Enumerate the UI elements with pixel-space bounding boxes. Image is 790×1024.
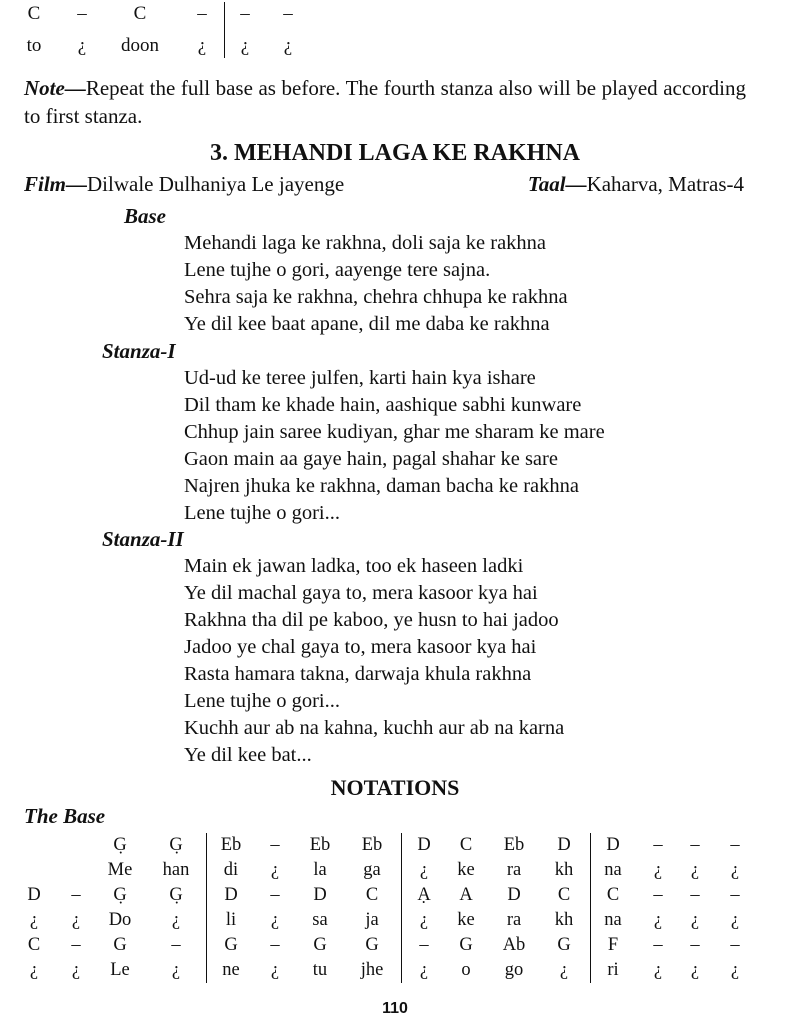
notation-cell: jhe [360,960,384,980]
notation-cell: C [459,835,473,855]
notation-cell: na [604,860,622,880]
notation-cell: ¿ [283,35,293,56]
notation-cell: C [365,885,379,905]
notation-cell: Me [107,860,133,880]
notation-cell: ke [457,910,475,930]
lyric-line: Sehra saja ke rakhna, chehra chhupa ke rakhna [184,286,568,308]
taal-label: Taal— [527,172,587,196]
notation-cell: la [313,860,327,880]
notation-cell: D [313,885,327,905]
notation-cell: ja [365,910,379,930]
notation-cell: ke [457,860,475,880]
notation-cell: – [71,885,81,905]
lyrics-base [184,230,568,338]
notation-cell: G [113,935,127,955]
note-label: Note— [24,76,86,100]
taal-info [528,172,744,197]
notation-cell: ¿ [419,860,429,880]
notation-cell: G [313,935,327,955]
notation-cell: D [606,835,620,855]
notation-cell: G [557,935,571,955]
lyric-line: Dil tham ke khade hain, aashique sabhi kunware [184,394,582,416]
lyric-line: Lene tujhe o gori, aayenge tere sajna. [184,259,491,281]
notation-cell: ¿ [653,860,663,880]
lyric-line: Gaon main aa gaye hain, pagal shahar ke sare [184,448,558,470]
notation-cell: G [365,935,379,955]
lyric-line: Mehandi laga ke rakhna, doli saja ke rakhna [184,232,547,254]
notation-cell: ¿ [653,910,663,930]
notation-cell: ri [607,960,619,980]
lyric-line: Chhup jain saree kudiyan, ghar me sharam ke mare [184,421,605,443]
notation-cell: ¿ [559,960,569,980]
notation-cell: – [270,835,280,855]
lyric-line: Ud-ud ke teree julfen, karti hain kya ishare [184,367,536,389]
section-label-stanza-1: Stanza-I [102,339,176,363]
notation-cell: kh [554,860,574,880]
notation-cell: Le [110,960,130,980]
notation-cell: to [26,35,42,56]
notation-cell: ¿ [653,960,663,980]
film-value: Dilwale Dulhaniya Le jayenge [87,172,345,196]
notation-cell: ¿ [197,35,207,56]
measure-bar [401,833,402,983]
notation-cell: – [690,935,700,955]
notation-cell: C [557,885,571,905]
notation-cell: kh [554,910,574,930]
notation-cell: ¿ [730,860,740,880]
notation-cell: – [71,935,81,955]
notation-cell: Eb [309,835,331,855]
notation-cell: ga [363,860,381,880]
notation-cell: C [27,935,41,955]
base-notation-label: The Base [24,804,106,828]
lyric-line: Main ek jawan ladka, too ek haseen ladki [184,555,524,577]
notation-cell: – [653,935,663,955]
notation-cell: Ab [502,935,526,955]
notation-cell: G̣ [113,885,127,905]
notation-cell: – [77,3,87,24]
lyric-line: Rakhna tha dil pe kaboo, ye husn to hai jadoo [184,609,559,631]
notation-cell: ¿ [270,860,280,880]
notation-cell: Ạ [417,885,431,905]
measure-bar [590,833,591,983]
notation-cell: A [459,885,473,905]
lyrics-stanza-2 [184,553,564,769]
section-label-base: Base [124,204,166,228]
notation-cell: ¿ [240,35,250,56]
notation-cell: ¿ [171,960,181,980]
page-number: 110 [382,1000,408,1017]
notation-cell: ¿ [419,910,429,930]
notation-cell: tu [312,960,328,980]
notation-cell: ¿ [270,960,280,980]
notation-cell: F [607,935,619,955]
lyrics-stanza-1 [184,365,605,527]
notation-cell: ¿ [71,960,81,980]
notation-cell: ¿ [730,910,740,930]
notation-cell: ¿ [730,960,740,980]
notation-cell: ¿ [71,910,81,930]
notation-cell: – [690,835,700,855]
notation-cell: – [270,885,280,905]
notation-cell: ¿ [77,35,87,56]
film-label: Film— [24,172,88,196]
notation-cell: ra [506,860,522,880]
notation-cell: ¿ [690,910,700,930]
notation-cell: go [504,960,524,980]
note-paragraph [24,74,746,130]
notation-cell: ¿ [419,960,429,980]
notation-cell: sa [312,910,328,930]
notation-cell: ne [222,960,240,980]
notation-cell: – [240,3,250,24]
lyric-line: Rasta hamara takna, darwaja khula rakhna [184,663,532,685]
measure-bar [206,833,207,983]
lyric-line: Najren jhuka ke rakhna, daman bacha ke rakhna [184,475,580,497]
notation-cell: di [223,860,239,880]
notation-cell: G [224,935,238,955]
notation-cell: D [27,885,41,905]
notation-cell: Eb [503,835,525,855]
notation-cell: G̣ [113,835,127,855]
notation-cell: – [690,885,700,905]
taal-value: Kaharva, Matras-4 [586,172,744,196]
lyric-line: Jadoo ye chal gaya to, mera kasoor kya hai [184,636,537,658]
notation-cell: ¿ [29,960,39,980]
notation-cell: G [459,935,473,955]
notation-cell: Eb [220,835,242,855]
film-info [24,172,344,197]
notation-cell: D [417,835,431,855]
notation-cell: D [224,885,238,905]
notations-heading: NOTATIONS [330,775,460,800]
section-label-stanza-2: Stanza-II [102,527,184,551]
notation-cell: – [730,885,740,905]
notation-cell: na [604,910,622,930]
notation-cell: o [461,960,471,980]
lyric-line: Ye dil kee bat... [184,744,312,766]
notation-cell: Do [108,910,132,930]
notation-cell: G̣ [169,835,183,855]
notation-cell: ¿ [29,910,39,930]
notation-cell: ra [506,910,522,930]
notation-cell: Eb [361,835,383,855]
notation-cell: – [419,935,429,955]
notation-cell: han [162,860,190,880]
notation-cell: C [133,3,147,24]
notation-cell: – [653,885,663,905]
notation-cell: – [730,835,740,855]
note-text: Repeat the full base as before. The fourth stanza also will be played according to first stanza. [24,76,746,128]
lyric-line: Ye dil machal gaya to, mera kasoor kya hai [184,582,538,604]
lyric-line: Ye dil kee baat apane, dil me daba ke rakhna [184,313,550,335]
notation-cell: D [557,835,571,855]
notation-cell: li [225,910,237,930]
song-title: 3. MEHANDI LAGA KE RAKHNA [209,140,581,166]
notation-cell: D [507,885,521,905]
measure-bar [224,2,225,58]
lyric-line: Lene tujhe o gori... [184,690,340,712]
notation-cell: C [27,3,41,24]
lyric-line: Lene tujhe o gori... [184,502,340,524]
notation-cell: – [197,3,207,24]
notation-cell: ¿ [270,910,280,930]
notation-cell: ¿ [171,910,181,930]
notation-cell: – [171,935,181,955]
notation-cell: doon [121,35,159,56]
notation-cell: – [270,935,280,955]
notation-cell: G̣ [169,885,183,905]
notation-cell: – [283,3,293,24]
notation-cell: ¿ [690,860,700,880]
notation-cell: – [653,835,663,855]
notation-cell: – [730,935,740,955]
notation-cell: ¿ [690,960,700,980]
notation-cell: C [606,885,620,905]
lyric-line: Kuchh aur ab na kahna, kuchh aur ab na karna [184,717,565,739]
